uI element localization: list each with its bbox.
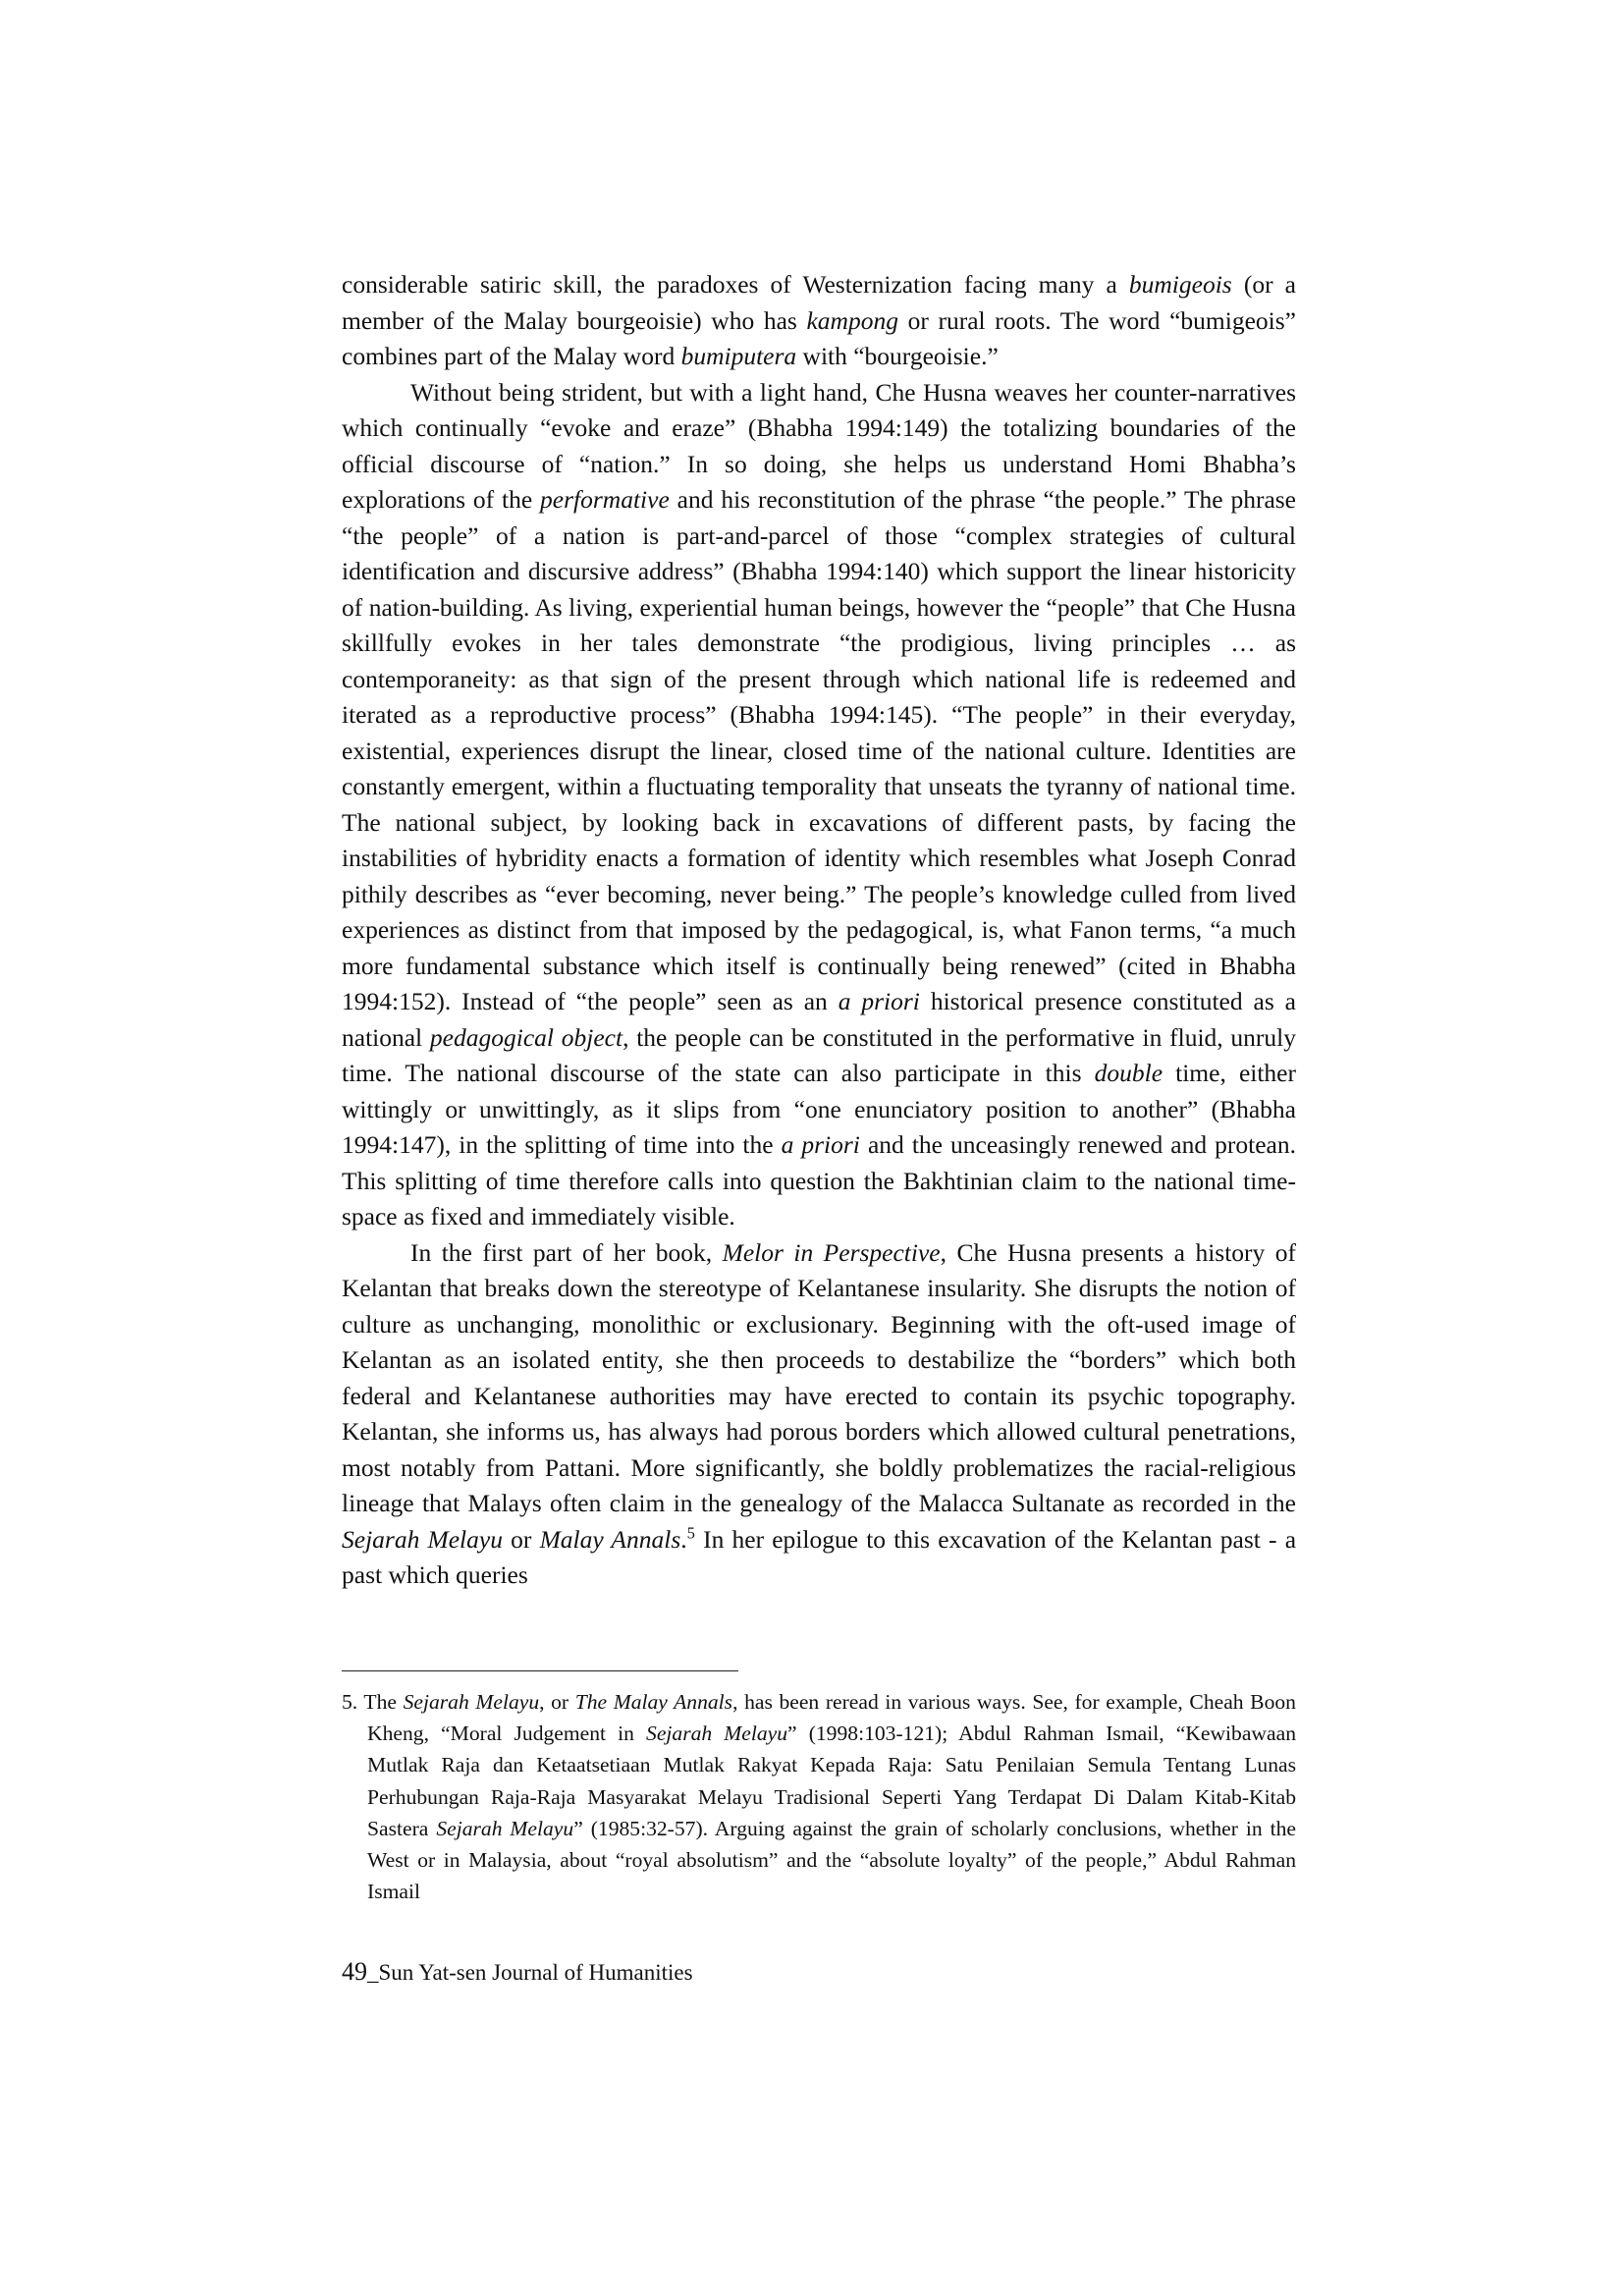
italic-run: performative xyxy=(540,485,670,514)
footnote-marker: 5 xyxy=(686,1523,695,1542)
italic-run: kampong xyxy=(806,305,898,335)
footnote xyxy=(342,1686,1296,1907)
journal-name: _Sun Yat-sen Journal of Humanities xyxy=(367,1960,693,1985)
paragraph: Without being strident, but with a light hand, Che Husna weaves her counter-narratives which continually “evoke and eraze” (Bhabha 1994:149) the totalizing boundaries of the official discourse of “nation.” In so doing, she helps us understand Homi Bhabha’s explorations of the performative and his reconstitution of the phrase “the people.” The phrase “the people” of a nation is part-and-parcel of those “complex strategies of cultural identification and discursive address” (Bhabha 1994:140) which support the linear historicity of nation-building. As living, experiential human beings, however the “people” that Che Husna skillfully evokes in her tales demonstrate “the prodigious, living principles … as contemporaneity: as that sign of the present through which national life is redeemed and iterated as a reproductive process” (Bhabha 1994:145). “The people” in their everyday, existential, experiences disrupt the linear, closed time of the national culture. Identities are constantly emergent, within a fluctuating temporality that unseats the tyranny of national time. The national subject, by looking back in excavations of different pasts, by facing the instabilities of hybridity enacts a formation of identity which resembles what Joseph Conrad pithily describes as “ever becoming, never being.” The people’s knowledge culled from lived experiences as distinct from that imposed by the pedagogical, is, what Fanon terms, “a much more fundamental substance which itself is continually being renewed” (cited in Bhabha 1994:152). Instead of “the people” seen as an a priori historical presence constituted as a national pedagogical object, the people can be constituted in the performative in fluid, unruly time. The national discourse of the state can also participate in this double time, either wittingly or unwittingly, as it slips from “one enunciatory position to another” (Bhabha 1994:147), in the splitting of time into the a priori and the unceasingly renewed and protean. This splitting of time therefore calls into question the Bakhtinian claim to the national time-space as fixed and immediately visible. xyxy=(342,377,1297,1230)
italic-run: double xyxy=(1094,1059,1163,1087)
italic-run: The Malay Annals xyxy=(574,1690,733,1714)
italic-run: Melor in Perspective xyxy=(722,1237,941,1267)
italic-run: pedagogical object xyxy=(429,1022,623,1052)
italic-run: Sejarah Melayu xyxy=(646,1722,788,1746)
body-text xyxy=(342,267,1296,1594)
italic-run: bumiputera xyxy=(680,342,797,370)
footnote-text: 5. The Sejarah Melayu, or The Malay Annals, has been reread in various ways. See, for example, Cheah Boon Kheng, “Moral Judgement in Sejarah Melayu” (1998:103-121); Abdul Rahman Ismail, “Kewibawaan Mutlak Raja dan Ketaatsetiaan Mutlak Rakyat Kepada Raja: Satu Penilaian Semula Tentang Lunas Perhubungan Raja-Raja Masyarakat Melayu Tradisional Seperti Yang Terdapat Di Dalam Kitab-Kitab Sastera Sejarah Melayu” (1985:32-57). Arguing against the grain of scholarly conclusions, whether in the West or in Malaysia, about “royal absolutism” and the “absolute loyalty” of the people,” Abdul Rahman Ismail xyxy=(342,1690,1297,1904)
footnote-separator xyxy=(342,1670,738,1671)
italic-run: Sejarah Melayu xyxy=(342,1524,503,1554)
page-footer xyxy=(342,1957,693,1988)
paragraph: In the first part of her book, Melor in Perspective, Che Husna presents a history of Kelantan that breaks down the stereotype of Kelantanese insularity. She disrupts the notion of culture as unchanging, monolithic or exclusionary. Beginning with the oft-used image of Kelantan as an isolated entity, she then proceeds to destabilize the “borders” which both federal and Kelantanese authorities may have erected to contain its psychic topography. Kelantan, she informs us, has always had porous borders which allowed cultural penetrations, most notably from Pattani. More significantly, she boldly problematizes the racial-religious lineage that Malays often claim in the genealogy of the Malacca Sultanate as recorded in the Sejarah Melayu or Malay Annals.$^5$ In her epilogue to this excavation of the Kelantan past - a past which queries xyxy=(342,1237,1297,1589)
italic-run: Sejarah Melayu xyxy=(403,1690,540,1714)
paragraph: considerable satiric skill, the paradoxes of Westernization facing many a bumigeois (or a member of the Malay bourgeoisie) who has kampong or rural roots. The word “bumigeois” combines part of the Malay word bumiputera with “bourgeoisie.” xyxy=(342,270,1297,370)
page-number: 49 xyxy=(342,1957,367,1986)
italic-run: Sejarah Melayu xyxy=(436,1816,574,1840)
italic-run: Malay Annals xyxy=(539,1524,681,1554)
italic-run: a priori xyxy=(838,987,920,1015)
italic-run: a priori xyxy=(781,1130,860,1159)
italic-run: bumigeois xyxy=(1128,270,1232,299)
